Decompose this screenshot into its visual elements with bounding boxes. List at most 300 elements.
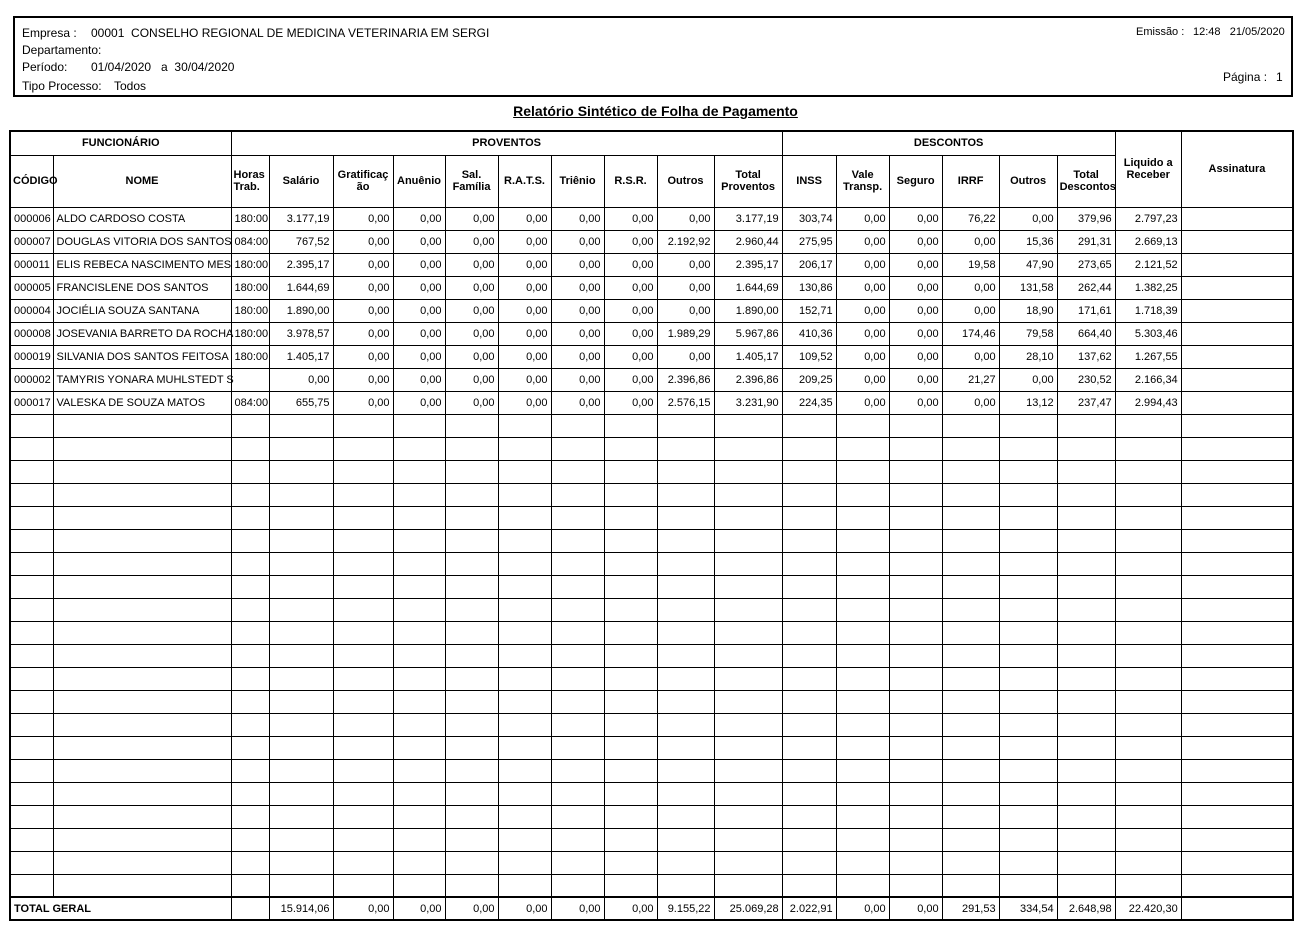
empty-cell	[889, 644, 942, 667]
empty-cell	[942, 575, 999, 598]
empty-cell	[604, 621, 657, 644]
empty-cell	[889, 575, 942, 598]
empty-cell	[231, 575, 269, 598]
empty-cell	[269, 851, 333, 874]
table-cell: 0,00	[551, 207, 604, 230]
table-cell: 130,86	[782, 276, 836, 299]
table-row	[10, 276, 1293, 299]
table-cell: 0,00	[889, 253, 942, 276]
empty-cell	[657, 529, 714, 552]
empty-cell	[657, 460, 714, 483]
empty-row	[10, 437, 1293, 460]
table-cell: 0,00	[604, 299, 657, 322]
total-cell: 0,00	[498, 897, 551, 920]
totals-label: TOTAL GERAL	[10, 897, 231, 920]
empty-cell	[333, 621, 393, 644]
empty-cell	[889, 736, 942, 759]
empty-cell	[1057, 644, 1115, 667]
table-cell: 0,00	[445, 299, 498, 322]
empty-cell	[942, 667, 999, 690]
empty-cell	[498, 690, 551, 713]
empty-cell	[269, 483, 333, 506]
empty-cell	[836, 414, 889, 437]
empty-cell	[445, 552, 498, 575]
empty-cell	[889, 529, 942, 552]
empty-cell	[393, 805, 445, 828]
empty-cell	[551, 805, 604, 828]
empty-cell	[231, 782, 269, 805]
empty-cell	[604, 828, 657, 851]
empty-cell	[604, 437, 657, 460]
empty-cell	[498, 644, 551, 667]
table-cell: 0,00	[551, 391, 604, 414]
col-total-descontos: Total Descontos	[1057, 155, 1115, 207]
signature-cell	[1181, 345, 1293, 368]
table-cell: 0,00	[445, 391, 498, 414]
empty-cell	[889, 598, 942, 621]
empty-cell	[604, 460, 657, 483]
totals-row	[10, 897, 1293, 920]
empty-cell	[889, 690, 942, 713]
empty-cell	[551, 644, 604, 667]
empty-cell	[393, 621, 445, 644]
empty-cell	[836, 736, 889, 759]
empty-cell	[657, 575, 714, 598]
empty-cell	[333, 805, 393, 828]
empty-cell	[714, 598, 782, 621]
empty-cell	[836, 690, 889, 713]
empty-cell	[10, 828, 53, 851]
empty-cell	[1057, 437, 1115, 460]
empty-cell	[269, 713, 333, 736]
empty-cell	[714, 851, 782, 874]
empty-cell	[231, 828, 269, 851]
empty-cell	[942, 805, 999, 828]
empty-cell	[445, 828, 498, 851]
table-cell: 5.303,46	[1115, 322, 1181, 345]
total-cell: 291,53	[942, 897, 999, 920]
empty-cell	[231, 667, 269, 690]
table-cell: 3.177,19	[714, 207, 782, 230]
table-cell: 206,17	[782, 253, 836, 276]
table-cell: 664,40	[1057, 322, 1115, 345]
table-cell: 0,00	[942, 299, 999, 322]
empty-cell	[445, 874, 498, 897]
col-rats: R.A.T.S.	[498, 155, 551, 207]
table-row	[10, 299, 1293, 322]
empty-cell	[836, 575, 889, 598]
empty-cell	[782, 598, 836, 621]
empty-cell	[1115, 851, 1181, 874]
pagina-label: Página :	[1223, 70, 1268, 84]
empty-row	[10, 828, 1293, 851]
empty-cell	[1057, 460, 1115, 483]
empty-cell	[1181, 506, 1293, 529]
table-cell: 000017	[10, 391, 53, 414]
empty-cell	[10, 414, 53, 437]
table-cell: 000005	[10, 276, 53, 299]
empty-cell	[1115, 529, 1181, 552]
table-cell: DOUGLAS VITORIA DOS SANTOS	[53, 230, 231, 253]
empty-cell	[1115, 598, 1181, 621]
table-cell: 0,00	[269, 368, 333, 391]
table-row	[10, 230, 1293, 253]
table-cell: 131,58	[999, 276, 1057, 299]
empty-cell	[657, 621, 714, 644]
empty-cell	[1057, 552, 1115, 575]
table-cell: 2.395,17	[269, 253, 333, 276]
empty-cell	[1115, 621, 1181, 644]
table-cell: 0,00	[999, 207, 1057, 230]
empty-cell	[942, 644, 999, 667]
table-cell: 0,00	[604, 230, 657, 253]
empty-cell	[231, 805, 269, 828]
group-funcionario: FUNCIONÁRIO	[10, 131, 231, 155]
table-cell: 0,00	[445, 368, 498, 391]
table-cell: 0,00	[333, 345, 393, 368]
table-cell: 0,00	[498, 368, 551, 391]
table-cell: 0,00	[836, 207, 889, 230]
table-cell: 2.121,52	[1115, 253, 1181, 276]
col-sal-familia: Sal. Família	[445, 155, 498, 207]
empty-cell	[657, 598, 714, 621]
empty-cell	[889, 621, 942, 644]
empty-cell	[1057, 483, 1115, 506]
empty-cell	[269, 437, 333, 460]
empty-cell	[1115, 874, 1181, 897]
empty-cell	[551, 529, 604, 552]
empty-cell	[1057, 506, 1115, 529]
empty-cell	[498, 437, 551, 460]
empty-cell	[445, 529, 498, 552]
table-cell: 0,00	[498, 322, 551, 345]
empty-cell	[714, 644, 782, 667]
empty-cell	[714, 805, 782, 828]
table-cell: 2.669,13	[1115, 230, 1181, 253]
table-cell: 13,12	[999, 391, 1057, 414]
empty-cell	[269, 529, 333, 552]
empty-cell	[333, 828, 393, 851]
table-cell: 0,00	[333, 322, 393, 345]
empty-cell	[10, 575, 53, 598]
empty-cell	[714, 414, 782, 437]
empty-row	[10, 736, 1293, 759]
empty-cell	[604, 575, 657, 598]
empty-cell	[714, 621, 782, 644]
table-cell: 0,00	[889, 345, 942, 368]
table-cell: 0,00	[889, 368, 942, 391]
empty-cell	[999, 460, 1057, 483]
empty-cell	[269, 805, 333, 828]
total-cell	[231, 897, 269, 920]
empresa-label: Empresa :	[22, 26, 77, 40]
table-cell: 0,00	[498, 345, 551, 368]
table-cell: 0,00	[445, 253, 498, 276]
col-outros-descontos: Outros	[999, 155, 1057, 207]
empty-cell	[782, 851, 836, 874]
table-cell: 000008	[10, 322, 53, 345]
empty-cell	[782, 713, 836, 736]
signature-cell	[1181, 322, 1293, 345]
empty-cell	[10, 805, 53, 828]
empty-cell	[714, 552, 782, 575]
empty-cell	[782, 460, 836, 483]
empty-cell	[714, 713, 782, 736]
empty-cell	[836, 667, 889, 690]
table-cell: 0,00	[889, 299, 942, 322]
empty-cell	[551, 736, 604, 759]
empty-cell	[269, 782, 333, 805]
table-cell: 0,00	[551, 345, 604, 368]
table-cell: 0,00	[445, 322, 498, 345]
table-cell: 0,00	[942, 391, 999, 414]
empty-cell	[10, 437, 53, 460]
table-cell: 0,00	[498, 276, 551, 299]
empty-cell	[657, 506, 714, 529]
empty-row	[10, 805, 1293, 828]
empty-cell	[333, 575, 393, 598]
empty-cell	[393, 575, 445, 598]
table-cell: 2.396,86	[714, 368, 782, 391]
empty-cell	[498, 460, 551, 483]
total-cell: 0,00	[393, 897, 445, 920]
empty-row	[10, 713, 1293, 736]
empty-cell	[1181, 621, 1293, 644]
table-cell: 174,46	[942, 322, 999, 345]
table-cell: 303,74	[782, 207, 836, 230]
col-outros-proventos: Outros	[657, 155, 714, 207]
table-cell: 0,00	[889, 207, 942, 230]
empty-cell	[836, 598, 889, 621]
empty-cell	[53, 598, 231, 621]
empty-row	[10, 690, 1293, 713]
empty-cell	[1115, 644, 1181, 667]
empty-cell	[657, 713, 714, 736]
table-cell: 0,00	[942, 230, 999, 253]
empty-cell	[231, 621, 269, 644]
empty-cell	[836, 529, 889, 552]
table-cell: 0,00	[889, 276, 942, 299]
table-cell: 0,00	[604, 322, 657, 345]
empty-cell	[1181, 437, 1293, 460]
table-cell: 0,00	[551, 276, 604, 299]
empty-cell	[999, 828, 1057, 851]
empty-cell	[498, 874, 551, 897]
report-header	[13, 16, 1293, 97]
table-cell: 0,00	[604, 391, 657, 414]
empty-cell	[393, 736, 445, 759]
table-cell: SILVANIA DOS SANTOS FEITOSA	[53, 345, 231, 368]
empty-cell	[498, 667, 551, 690]
empty-cell	[782, 506, 836, 529]
empty-cell	[1115, 552, 1181, 575]
empty-cell	[714, 460, 782, 483]
table-cell: 1.405,17	[714, 345, 782, 368]
empty-cell	[604, 690, 657, 713]
empty-cell	[1181, 598, 1293, 621]
empty-cell	[393, 460, 445, 483]
empty-cell	[836, 483, 889, 506]
empty-cell	[333, 644, 393, 667]
table-cell: 2.576,15	[657, 391, 714, 414]
table-cell: 0,00	[889, 391, 942, 414]
empty-row	[10, 460, 1293, 483]
table-cell: 1.890,00	[714, 299, 782, 322]
empty-cell	[53, 552, 231, 575]
empty-cell	[889, 552, 942, 575]
empty-cell	[1115, 437, 1181, 460]
empty-cell	[782, 644, 836, 667]
empty-cell	[782, 759, 836, 782]
empty-cell	[551, 414, 604, 437]
empty-cell	[1115, 575, 1181, 598]
empty-row	[10, 506, 1293, 529]
empty-cell	[53, 667, 231, 690]
table-cell: 0,00	[889, 230, 942, 253]
empty-cell	[1115, 690, 1181, 713]
table-cell: 237,47	[1057, 391, 1115, 414]
empty-cell	[53, 874, 231, 897]
table-cell: 180:00	[231, 253, 269, 276]
table-cell: 0,00	[333, 253, 393, 276]
table-cell: 0,00	[393, 322, 445, 345]
table-cell: 180:00	[231, 345, 269, 368]
total-cell: 0,00	[836, 897, 889, 920]
empty-cell	[1181, 667, 1293, 690]
empty-cell	[604, 552, 657, 575]
total-cell: 0,00	[604, 897, 657, 920]
empty-cell	[782, 621, 836, 644]
empty-cell	[10, 759, 53, 782]
empty-cell	[1181, 713, 1293, 736]
emissao-value: 12:48 21/05/2020	[1193, 26, 1285, 38]
empty-cell	[551, 713, 604, 736]
tipo-processo-value: Todos	[114, 79, 147, 93]
empty-cell	[10, 529, 53, 552]
empty-cell	[393, 414, 445, 437]
empty-cell	[942, 437, 999, 460]
col-vale-transp: Vale Transp.	[836, 155, 889, 207]
empty-cell	[942, 460, 999, 483]
empty-cell	[551, 437, 604, 460]
table-cell: 3.231,90	[714, 391, 782, 414]
total-cell: 2.022,91	[782, 897, 836, 920]
empty-cell	[999, 506, 1057, 529]
empty-cell	[999, 437, 1057, 460]
empty-cell	[231, 598, 269, 621]
table-row	[10, 345, 1293, 368]
empty-cell	[10, 598, 53, 621]
empty-cell	[498, 759, 551, 782]
table-cell: 2.797,23	[1115, 207, 1181, 230]
empty-cell	[231, 690, 269, 713]
empty-cell	[889, 506, 942, 529]
empty-cell	[942, 782, 999, 805]
empty-cell	[889, 713, 942, 736]
empty-cell	[53, 828, 231, 851]
signature-cell	[1181, 368, 1293, 391]
empty-cell	[782, 414, 836, 437]
table-cell: 084:00	[231, 230, 269, 253]
empty-row	[10, 874, 1293, 897]
table-cell: 275,95	[782, 230, 836, 253]
empty-cell	[836, 644, 889, 667]
empty-cell	[657, 414, 714, 437]
empty-cell	[1057, 598, 1115, 621]
empty-cell	[393, 644, 445, 667]
empty-cell	[889, 874, 942, 897]
col-total-proventos: Total Proventos	[714, 155, 782, 207]
empty-cell	[1057, 575, 1115, 598]
table-cell: 0,00	[999, 368, 1057, 391]
empty-cell	[1181, 644, 1293, 667]
empty-cell	[10, 690, 53, 713]
table-cell: 2.994,43	[1115, 391, 1181, 414]
empty-cell	[714, 828, 782, 851]
empty-cell	[999, 759, 1057, 782]
empty-cell	[942, 851, 999, 874]
col-liquido: Liquido a Receber	[1115, 131, 1181, 207]
table-cell: 0,00	[604, 368, 657, 391]
empty-cell	[604, 759, 657, 782]
table-cell: 0,00	[445, 230, 498, 253]
table-cell: 21,27	[942, 368, 999, 391]
table-cell: 0,00	[498, 230, 551, 253]
empty-cell	[231, 736, 269, 759]
empty-cell	[333, 667, 393, 690]
table-cell: 0,00	[551, 253, 604, 276]
empty-cell	[231, 851, 269, 874]
empty-cell	[53, 851, 231, 874]
empty-cell	[498, 621, 551, 644]
empty-cell	[657, 483, 714, 506]
empty-cell	[1181, 483, 1293, 506]
empty-cell	[942, 483, 999, 506]
empty-cell	[551, 759, 604, 782]
col-nome: NOME	[53, 155, 231, 207]
empty-cell	[445, 736, 498, 759]
empty-cell	[231, 506, 269, 529]
empty-cell	[782, 483, 836, 506]
table-cell: 0,00	[498, 207, 551, 230]
empty-cell	[999, 782, 1057, 805]
empty-cell	[657, 828, 714, 851]
col-rsr: R.S.R.	[604, 155, 657, 207]
empty-cell	[836, 851, 889, 874]
empty-cell	[657, 667, 714, 690]
total-cell: 0,00	[333, 897, 393, 920]
empty-cell	[1057, 828, 1115, 851]
total-cell: 0,00	[551, 897, 604, 920]
empty-cell	[836, 805, 889, 828]
empty-cell	[498, 851, 551, 874]
empty-cell	[53, 483, 231, 506]
table-cell: 0,00	[836, 322, 889, 345]
empty-cell	[942, 506, 999, 529]
empty-cell	[782, 529, 836, 552]
col-trienio: Triênio	[551, 155, 604, 207]
table-cell: 3.978,57	[269, 322, 333, 345]
empty-cell	[269, 414, 333, 437]
empty-cell	[231, 529, 269, 552]
empty-cell	[498, 805, 551, 828]
empty-cell	[1181, 529, 1293, 552]
table-cell: 2.166,34	[1115, 368, 1181, 391]
empty-row	[10, 851, 1293, 874]
empty-cell	[714, 667, 782, 690]
table-cell: 76,22	[942, 207, 999, 230]
table-cell: 0,00	[333, 276, 393, 299]
